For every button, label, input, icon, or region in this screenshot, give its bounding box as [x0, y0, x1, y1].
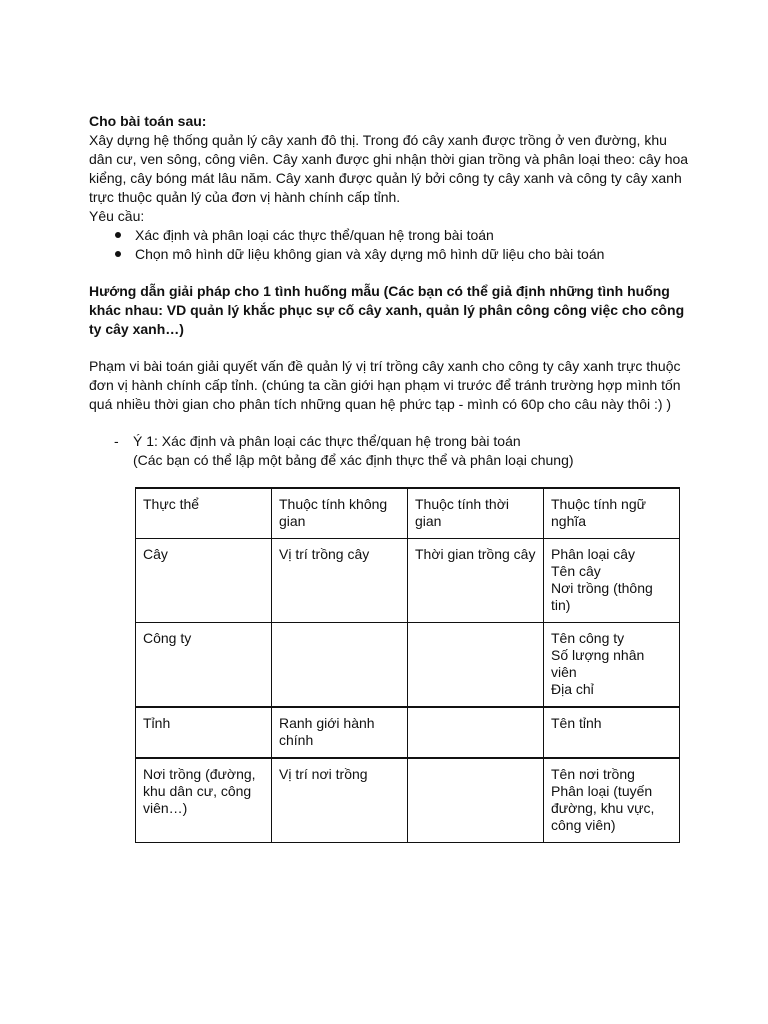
- semantic-line: Phân loại (tuyến đường, khu vực, công viên): [551, 783, 655, 833]
- guide-heading: Hướng dẫn giải pháp cho 1 tình huống mẫu (Các bạn có thể giả định những tình huống khác nhau: VD quản lý khắc phục sự cố cây xanh, quản lý phân công công việc cho công ty cây xanh…): [89, 283, 685, 337]
- cell-entity: Nơi trồng (đường, khu dân cư, công viên…): [136, 758, 272, 843]
- requirement-item: Chọn mô hình dữ liệu không gian và xây dựng mô hình dữ liệu cho bài toán: [89, 245, 689, 264]
- table-row: [136, 707, 680, 758]
- requirement-item: Xác định và phân loại các thực thể/quan hệ trong bài toán: [89, 226, 689, 245]
- semantic-line: Địa chỉ: [551, 681, 594, 697]
- cell-entity: Cây: [136, 539, 272, 623]
- semantic-line: Tên công ty: [551, 630, 625, 646]
- table-row: [136, 758, 680, 843]
- requirements-list: [89, 226, 689, 264]
- cell-semantic: [544, 623, 680, 708]
- cell-temporal: Thời gian trồng cây: [408, 539, 544, 623]
- semantic-line: Nơi trồng (thông tin): [551, 580, 653, 613]
- cell-temporal: [408, 707, 544, 758]
- cell-spatial: Vị trí trồng cây: [272, 539, 408, 623]
- table-header-row: [136, 488, 680, 539]
- table-row: [136, 539, 680, 623]
- header-spatial: Thuộc tính không gian: [272, 488, 408, 539]
- cell-semantic: [544, 758, 680, 843]
- requirements-label: Yêu cầu:: [89, 208, 145, 224]
- problem-heading: Cho bài toán sau:: [89, 113, 207, 129]
- step1-title: Ý 1: Xác định và phân loại các thực thể/quan hệ trong bài toán: [133, 433, 521, 449]
- step1-item: [89, 432, 689, 470]
- header-entity: Thực thể: [136, 488, 272, 539]
- cell-entity: Tỉnh: [136, 707, 272, 758]
- cell-spatial: [272, 623, 408, 708]
- semantic-line: Tên tỉnh: [551, 715, 602, 731]
- header-semantic: Thuộc tính ngữ nghĩa: [544, 488, 680, 539]
- table-row: [136, 623, 680, 708]
- cell-semantic: [544, 707, 680, 758]
- cell-spatial: Vị trí nơi trồng: [272, 758, 408, 843]
- semantic-line: Phân loại cây: [551, 546, 636, 562]
- problem-description: Xây dựng hệ thống quản lý cây xanh đô thị. Trong đó cây xanh được trồng ở ven đường, khu dân cư, ven sông, công viên. Cây xanh được ghi nhận thời gian trồng và phân loại theo: cây hoa kiểng, cây bóng mát lâu năm. Cây xanh được quản lý bởi công ty cây xanh và công ty cây xanh trực thuộc quản lý của đơn vị hành chính cấp tỉnh.: [89, 132, 689, 205]
- entity-table: [135, 487, 680, 843]
- document-body: [89, 112, 689, 470]
- step1-note: (Các bạn có thể lập một bảng để xác định thực thể và phân loại chung): [133, 452, 574, 468]
- scope-paragraph: Phạm vi bài toán giải quyết vấn đề quản lý vị trí trồng cây xanh cho công ty cây xanh trực thuộc đơn vị hành chính cấp tỉnh. (chúng ta cần giới hạn phạm vi trước để tránh trường hợp mình tốn quá nhiều thời gian cho phân tích những quan hệ phức tạp - mình có 60p cho câu này thôi :) ): [89, 358, 681, 412]
- cell-spatial: Ranh giới hành chính: [272, 707, 408, 758]
- semantic-line: Số lượng nhân viên: [551, 647, 645, 680]
- cell-temporal: [408, 623, 544, 708]
- cell-semantic: [544, 539, 680, 623]
- cell-temporal: [408, 758, 544, 843]
- semantic-line: Tên cây: [551, 563, 601, 579]
- semantic-line: Tên nơi trồng: [551, 766, 635, 782]
- cell-entity: Công ty: [136, 623, 272, 708]
- header-temporal: Thuộc tính thời gian: [408, 488, 544, 539]
- dash-marker: -: [114, 433, 119, 449]
